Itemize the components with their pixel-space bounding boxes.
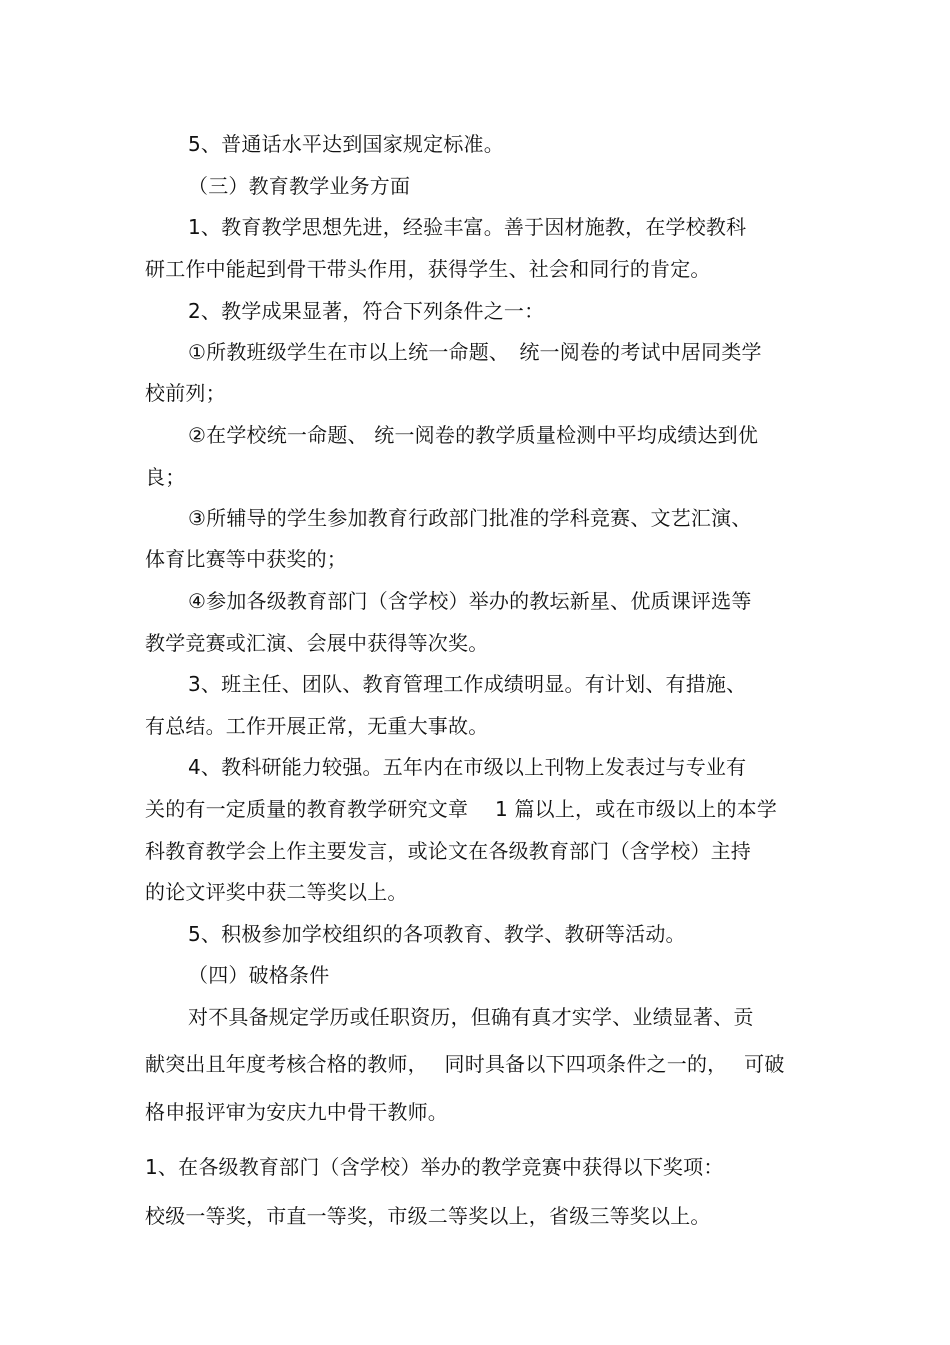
- text-line: 4、教科研能力较强。五年内在市级以上刊物上发表过与专业有: [188, 755, 747, 779]
- text-line: 科教育教学会上作主要发言，或论文在各级教育部门（含学校）主持: [145, 839, 751, 863]
- text-line: 有总结。工作开展正常，无重大事故。: [145, 714, 489, 738]
- text-line: 校前列；: [145, 381, 226, 405]
- text-line: 研工作中能起到骨干带头作用，获得学生、社会和同行的肯定。: [145, 257, 711, 281]
- text-line: 良；: [145, 465, 186, 489]
- text-line: 体育比赛等中获奖的；: [145, 547, 347, 571]
- text-line: 2、教学成果显著，符合下列条件之一：: [188, 299, 545, 323]
- text-line: 的论文评奖中获二等奖以上。: [145, 880, 408, 904]
- section-heading: （三）教育教学业务方面: [188, 174, 411, 198]
- text-line: 对不具备规定学历或任职资历，但确有真才实学、业绩显著、贡: [188, 1005, 754, 1029]
- section-heading: （四）破格条件: [188, 963, 330, 987]
- text-line: ①所教班级学生在市以上统一命题、 统一阅卷的考试中居同类学: [188, 340, 762, 364]
- text-line: 1、在各级教育部门（含学校）举办的教学竞赛中获得以下奖项：: [145, 1155, 724, 1179]
- text-line: ③所辅导的学生参加教育行政部门批准的学科竞赛、文艺汇演、: [188, 506, 752, 530]
- text-line: ②在学校统一命题、 统一阅卷的教学质量检测中平均成绩达到优: [188, 423, 759, 447]
- text-line: 1、教育教学思想先进，经验丰富。善于因材施教，在学校教科: [188, 215, 747, 239]
- text-line: 教学竞赛或汇演、会展中获得等次奖。: [145, 631, 489, 655]
- text-line: 3、班主任、团队、教育管理工作成绩明显。有计划、有措施、: [188, 672, 747, 696]
- text-line: ④参加各级教育部门（含学校）举办的教坛新星、优质课评选等: [188, 589, 752, 613]
- text-line: 献突出且年度考核合格的教师， 同时具备以下四项条件之一的， 可破: [145, 1052, 785, 1076]
- text-line: 5、普通话水平达到国家规定标准。: [188, 132, 504, 156]
- text-line: 校级一等奖，市直一等奖，市级二等奖以上，省级三等奖以上。: [145, 1204, 711, 1228]
- text-line: 5、积极参加学校组织的各项教育、教学、教研等活动。: [188, 922, 686, 946]
- text-line: 格申报评审为安庆九中骨干教师。: [145, 1100, 448, 1124]
- text-line: 关的有一定质量的教育教学研究文章 1 篇以上，或在市级以上的本学: [145, 797, 778, 821]
